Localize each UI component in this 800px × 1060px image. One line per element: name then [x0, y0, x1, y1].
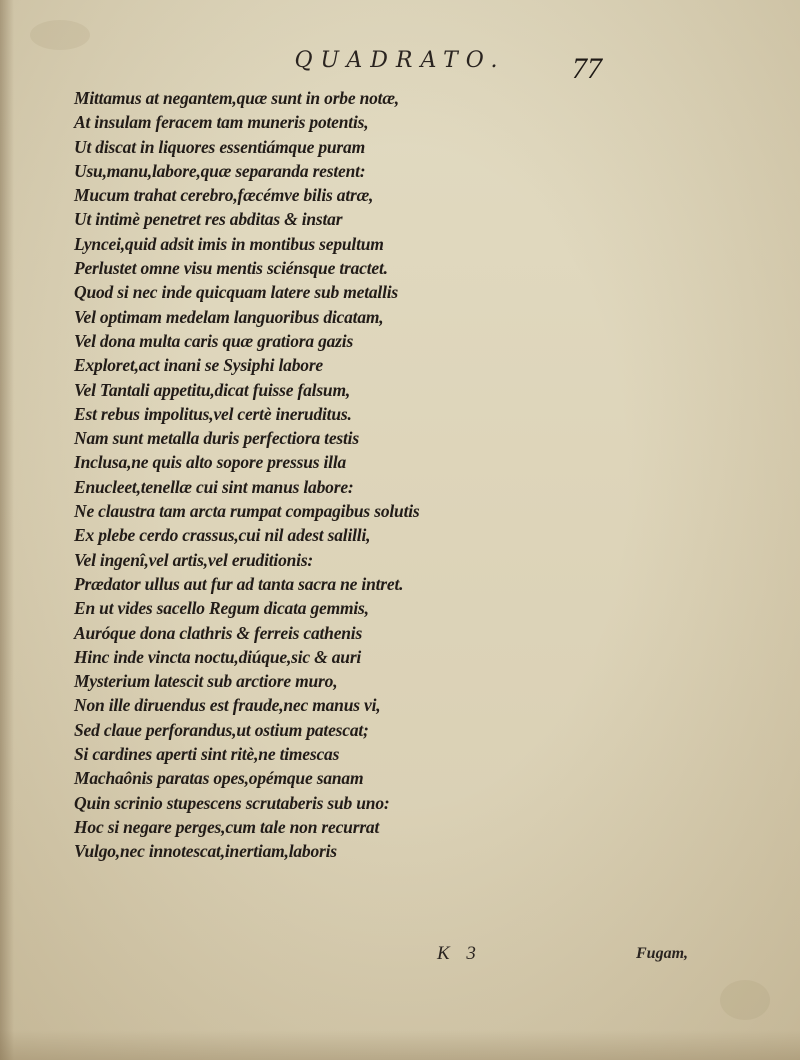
- paper-stain: [30, 20, 90, 50]
- verse-line: Machaônis paratas opes,opémque sanam: [74, 768, 364, 789]
- verse-line: En ut vides sacello Regum dicata gemmis,: [74, 598, 369, 619]
- verse-line: Vel ingenî,vel artis,vel eruditionis:: [74, 549, 314, 570]
- verse-line: Quin scrinio stupescens scrutaberis sub uno:: [74, 792, 390, 813]
- verse-line: Perlustet omne visu mentis sciénsque tractet.: [74, 258, 388, 279]
- verse-line: Ex plebe cerdo crassus,cui nil adest salilli,: [74, 525, 371, 546]
- verse-line: Vel optimam medelam languoribus dicatam,: [74, 306, 384, 327]
- verse-line: Mucum trahat cerebro,fæcémve bilis atræ,: [74, 185, 374, 206]
- verse-line: Nam sunt metalla duris perfectiora testis: [74, 428, 359, 449]
- verse-line: Ut discat in liquores essentiámque puram: [74, 136, 365, 157]
- verse-line: Exploret,act inani se Sysiphi labore: [74, 355, 324, 376]
- verse-line: Quod si nec inde quicquam latere sub metallis: [74, 282, 399, 303]
- verse-line: Mittamus at negantem,quæ sunt in orbe notæ,: [74, 88, 399, 108]
- verse-line: Enucleet,tenellæ cui sint manus labore:: [74, 476, 354, 497]
- page-bottom-shadow: [0, 1030, 800, 1060]
- verse-line: Usu,manu,labore,quæ separanda restent:: [74, 160, 366, 181]
- catchword: Fugam,: [636, 945, 689, 962]
- running-head: QUADRATO.: [294, 48, 506, 73]
- verse-text: [74, 86, 754, 864]
- verse-line: Lyncei,quid adsit imis in montibus sepultum: [74, 233, 384, 254]
- verse-line: Si cardines aperti sint ritè,ne timescas: [74, 744, 340, 765]
- paper-stain: [720, 980, 770, 1020]
- verse-line: Vulgo,nec innotescat,inertiam,laboris: [74, 841, 337, 862]
- verse-line: Hinc inde vincta noctu,diúque,sic & auri: [74, 646, 362, 667]
- verse-line: Ne claustra tam arcta rumpat compagibus solutis: [74, 501, 420, 522]
- verse-line: Non ille diruendus est fraude,nec manus vi,: [74, 695, 381, 716]
- verse-line: Sed claue perforandus,ut ostium patescat;: [74, 719, 369, 740]
- verse-line: Inclusa,ne quis alto sopore pressus illa: [74, 452, 347, 473]
- verse-line: Mysterium latescit sub arctiore muro,: [74, 671, 338, 692]
- verse-line: Hoc si negare perges,cum tale non recurrat: [74, 816, 380, 837]
- verse-line: Vel dona multa caris quæ gratiora gazis: [74, 330, 354, 351]
- verse-line: At insulam feracem tam muneris potentis,: [74, 112, 369, 133]
- verse-line: Ut intimè penetret res abditas & instar: [74, 209, 343, 230]
- verse-line: Auróque dona clathris & ferreis cathenis: [74, 622, 363, 643]
- verse-line: Vel Tantali appetitu,dicat fuisse falsum,: [74, 379, 351, 400]
- page-number: 77: [572, 52, 602, 85]
- page-gutter-shadow: [0, 0, 14, 1060]
- signature-mark: K 3: [437, 943, 482, 964]
- verse-line: Prædator ullus aut fur ad tanta sacra ne intret.: [74, 573, 404, 594]
- verse-line: Est rebus impolitus,vel certè ineruditus.: [74, 403, 352, 424]
